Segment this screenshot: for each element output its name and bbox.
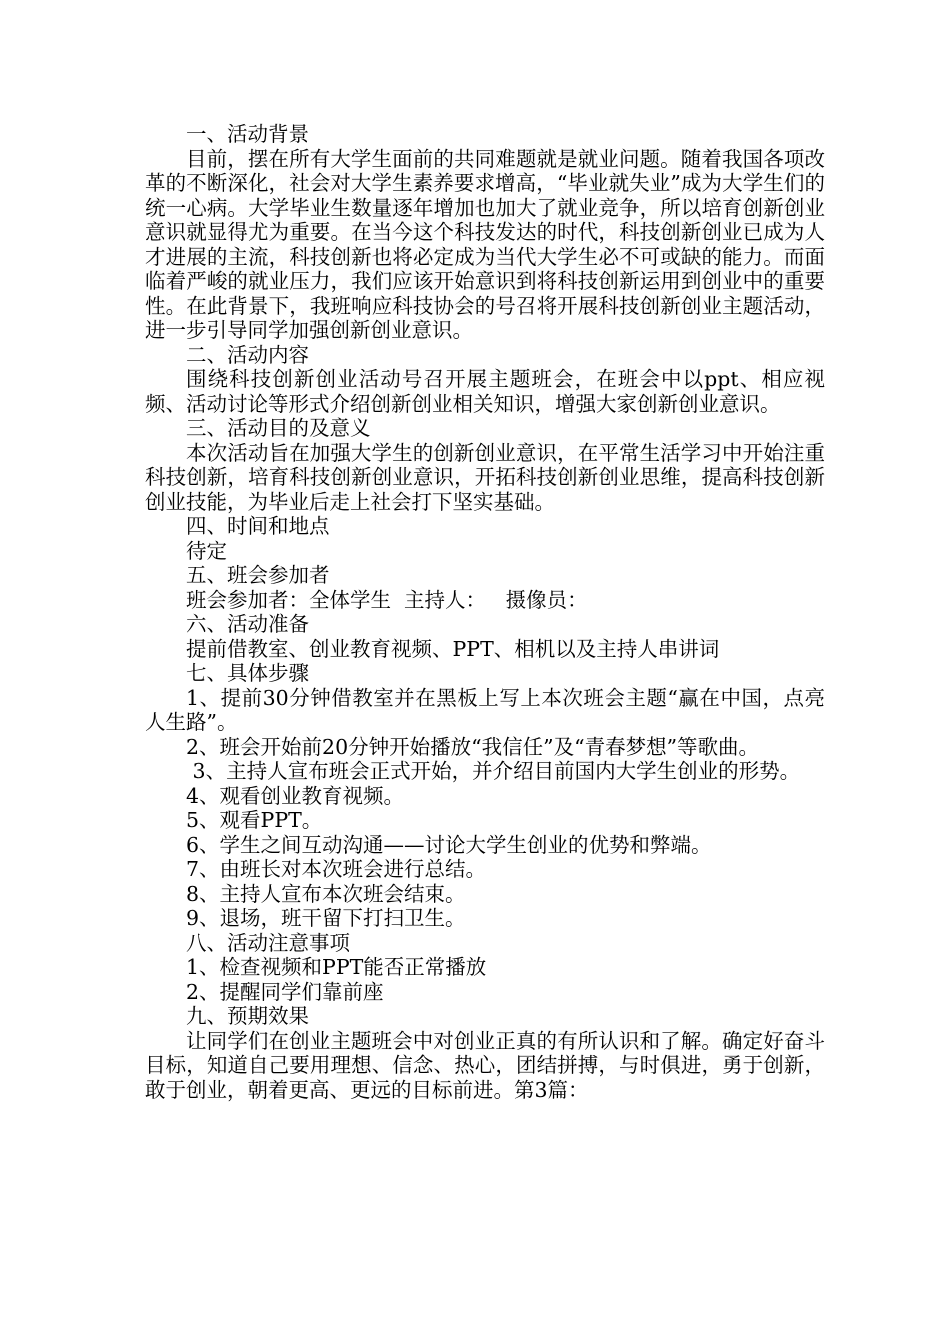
- step-item: 6、学生之间互动沟通——讨论大学生创业的优势和弊端。: [186, 832, 712, 857]
- section-heading-background: 一、活动背景: [186, 122, 309, 146]
- paragraph-preparation: 提前借教室、创业教育视频、PPT、相机以及主持人串讲词: [186, 636, 720, 661]
- step-item: 7、由班长对本次班会进行总结。: [186, 857, 487, 881]
- step-item: 9、退场，班干留下打扫卫生。: [186, 906, 466, 930]
- section-heading-time-place: 四、时间和地点: [186, 514, 330, 538]
- paragraph-purpose: 本次活动旨在加强大学生的创新创业意识，在平常生活学习中开始注重科技创新，培育科技创新创业意识，开拓科技创新创业思维，提高科技创新创业技能，为毕业后走上社会打下坚实基础。: [145, 440, 825, 514]
- paragraph-participants: 班会参加者：全体学生 主持人： 摄像员：: [186, 587, 588, 612]
- paragraph-content: 围绕科技创新创业活动号召开展主题班会，在班会中以ppt、相应视频、活动讨论等形式介绍创新创业相关知识，增强大家创新创业意识。: [145, 367, 825, 416]
- section-heading-purpose: 三、活动目的及意义: [186, 416, 371, 440]
- step-item: 2、班会开始前20分钟开始播放“我信任”及“青春梦想”等歌曲。: [186, 734, 760, 759]
- note-item: 2、提醒同学们靠前座: [186, 979, 384, 1004]
- section-heading-participants: 五、班会参加者: [186, 563, 330, 587]
- document-body: [145, 122, 825, 1102]
- section-heading-steps: 七、具体步骤: [186, 661, 309, 685]
- paragraph-expected-effect: 让同学们在创业主题班会中对创业正真的有所认识和了解。确定好奋斗目标，知道自己要用理想、信念、热心，团结拼搏，与时俱进，勇于创新，敢于创业，朝着更高、更远的目标前进。第3篇：: [145, 1028, 825, 1102]
- section-heading-preparation: 六、活动准备: [186, 612, 309, 636]
- section-heading-expected-effect: 九、预期效果: [186, 1004, 309, 1028]
- step-item: 5、观看PPT。: [186, 808, 323, 832]
- step-item: 3、主持人宣布班会正式开始，并介绍目前国内大学生创业的形势。: [186, 759, 801, 783]
- step-item: 4、观看创业教育视频。: [186, 783, 405, 808]
- paragraph-background: 目前，摆在所有大学生面前的共同难题就是就业问题。随着我国各项改革的不断深化，社会对大学生素养要求增高，“毕业就失业”成为大学生们的统一心病。大学毕业生数量逐年增加也加大了就业竞争，所以培育创新创业意识就显得尤为重要。在当今这个科技发达的时代，科技创新创业已成为人才进展的主流，科技创新也将必定成为当代大学生必不可或缺的能力。而面临着严峻的就业压力，我们应该开始意识到将科技创新运用到创业中的重要性。在此背景下，我班响应科技协会的号召将开展科技创新创业主题活动，进一步引导同学加强创新创业意识。: [145, 146, 825, 342]
- section-heading-notes: 八、活动注意事项: [186, 930, 350, 955]
- step-item: 1、提前30分钟借教室并在黑板上写上本次班会主题“赢在中国，点亮人生路”。: [145, 685, 825, 734]
- step-item: 8、主持人宣布本次班会结束。: [186, 881, 466, 906]
- note-item: 1、检查视频和PPT能否正常播放: [186, 955, 487, 979]
- section-heading-content: 二、活动内容: [186, 342, 309, 367]
- paragraph-time-place: 待定: [186, 538, 227, 563]
